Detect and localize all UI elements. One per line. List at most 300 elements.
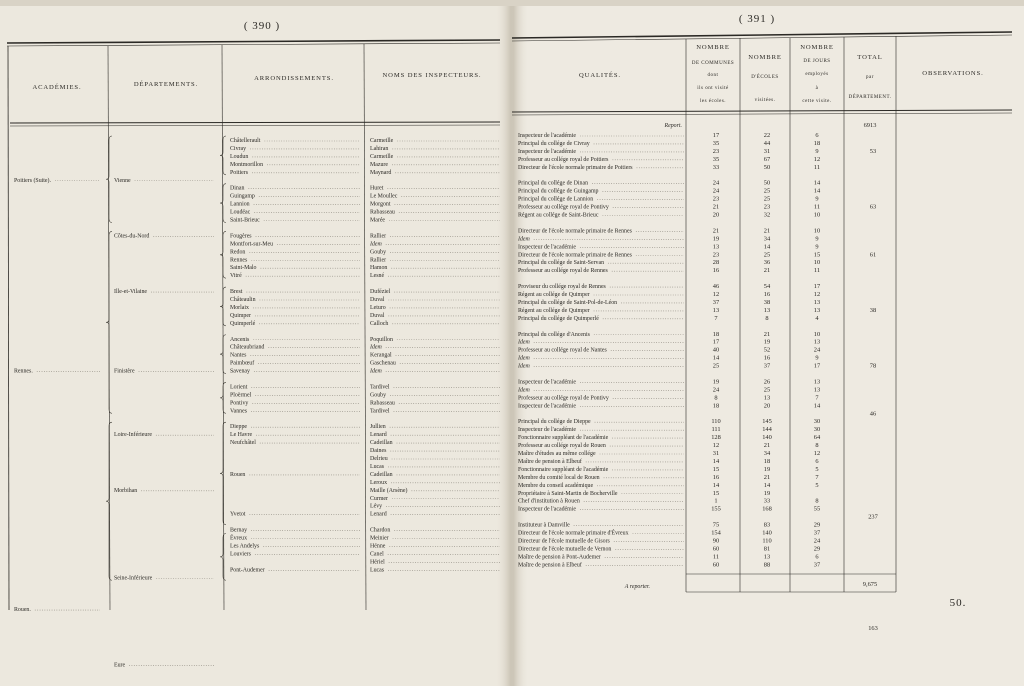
communes-header-line: ils ont visité bbox=[697, 86, 729, 91]
communes-value: 11 bbox=[712, 553, 720, 561]
inspecteur-cell: Poquillon bbox=[370, 336, 393, 343]
signature-mark: 50. bbox=[949, 597, 967, 609]
jours-value: 10 bbox=[813, 330, 821, 338]
academie-cell: Poitiers (Suite). bbox=[14, 177, 51, 184]
arrondissement-cell: Redon bbox=[230, 249, 246, 256]
departement-cell: Vienne bbox=[114, 177, 131, 184]
ecoles-value: 44 bbox=[763, 139, 771, 147]
inspecteur-cell: Rabasseau bbox=[370, 400, 395, 407]
ecoles-value: 21 bbox=[763, 473, 771, 481]
communes-value: 23 bbox=[712, 147, 720, 155]
jours-header-line: DE JOURS bbox=[803, 59, 831, 64]
jours-value: 6 bbox=[815, 457, 819, 465]
total-header-line: DÉPARTEMENT. bbox=[848, 95, 892, 100]
arrondissement-cell: Loudéac bbox=[230, 209, 251, 216]
arrondissement-cell: Savenay bbox=[230, 368, 250, 375]
departement-cell: Ille-et-Vilaine bbox=[114, 289, 148, 296]
inspecteur-cell: Rallier bbox=[370, 233, 387, 240]
jours-value: 13 bbox=[813, 386, 821, 394]
arrondissement-cell: Morlaix bbox=[230, 304, 249, 311]
inspecteur-cell: Lucas bbox=[370, 567, 385, 574]
qualite-cell: Maître de pension à Elbeuf bbox=[518, 562, 582, 569]
ecoles-value: 21 bbox=[763, 442, 771, 450]
qualite-cell: Principal du collége de Guingamp bbox=[518, 188, 599, 195]
arrondissement-cell: Châteaulin bbox=[230, 297, 256, 303]
communes-value: 21 bbox=[712, 227, 720, 235]
jours-value: 14 bbox=[813, 187, 821, 195]
jours-header-line: employés bbox=[805, 72, 829, 77]
ecoles-header-line: D'ÉCOLES bbox=[751, 75, 779, 80]
arrondissement-cell: Châteaubriand bbox=[230, 344, 265, 351]
inspecteur-cell: Canel bbox=[370, 551, 384, 558]
communes-value: 14 bbox=[712, 354, 720, 362]
ecoles-value: 20 bbox=[763, 402, 771, 410]
inspecteur-cell: Chardon bbox=[370, 527, 391, 534]
qualite-cell: Professeur au collége royal de Rouen bbox=[518, 443, 606, 450]
qualite-cell: Idem bbox=[518, 236, 530, 243]
arrondissement-cell: Ploërmel bbox=[230, 392, 252, 399]
departement-total: 61 bbox=[869, 251, 877, 259]
inspecteur-cell: Cadeillan bbox=[370, 471, 393, 478]
jours-value: 11 bbox=[813, 203, 821, 211]
report-label: Report. bbox=[664, 123, 682, 129]
inspecteur-cell: Tardivel bbox=[370, 384, 390, 391]
jours-value: 6 bbox=[815, 553, 819, 561]
communes-value: 35 bbox=[712, 139, 720, 147]
inspecteur-cell: Gaschenau bbox=[370, 360, 396, 367]
communes-value: 60 bbox=[712, 545, 720, 553]
ecoles-value: 34 bbox=[763, 450, 771, 457]
inspecteur-cell: Tardivel bbox=[370, 408, 390, 415]
inspecteur-cell: Duval bbox=[370, 312, 385, 319]
qualite-cell: Inspecteur de l'académie bbox=[518, 148, 576, 155]
arrondissement-cell: Bernay bbox=[230, 527, 248, 534]
inspecteur-cell: Gouby bbox=[370, 392, 387, 399]
departement-cell: Côtes-du-Nord bbox=[114, 233, 150, 240]
jours-value: 17 bbox=[813, 283, 821, 291]
qualite-cell: Régent au collége de Quimper bbox=[518, 307, 590, 314]
ecoles-value: 21 bbox=[763, 330, 771, 338]
communes-value: 15 bbox=[712, 465, 720, 473]
inspecteur-cell: Leturo bbox=[370, 304, 386, 311]
jours-value: 37 bbox=[813, 529, 821, 537]
ecoles-value: 25 bbox=[763, 187, 771, 195]
inspecteur-cell: Maynard bbox=[370, 169, 392, 176]
ecoles-header-line: NOMBRE bbox=[748, 54, 782, 61]
observations-header: OBSERVATIONS. bbox=[922, 70, 984, 77]
qualite-cell: Idem bbox=[518, 363, 530, 370]
communes-value: 24 bbox=[712, 187, 720, 195]
qualite-cell: Maître d'études au même collége bbox=[518, 451, 596, 457]
communes-value: 90 bbox=[712, 537, 720, 545]
ecoles-value: 50 bbox=[763, 179, 771, 187]
arrondissement-cell: Dieppe bbox=[230, 424, 248, 431]
arrondissements-header: ARRONDISSEMENTS. bbox=[254, 75, 334, 82]
inspecteur-cell: Idem bbox=[370, 368, 382, 375]
inspecteur-cell: Calloch bbox=[370, 320, 389, 327]
qualite-cell: Principal du collége de Quimperlé bbox=[518, 315, 599, 322]
qualites-header: QUALITÉS. bbox=[579, 72, 621, 79]
ecoles-value: 140 bbox=[762, 529, 772, 537]
communes-value: 23 bbox=[712, 251, 720, 259]
communes-value: 75 bbox=[712, 521, 720, 529]
communes-value: 28 bbox=[712, 259, 720, 267]
ecoles-value: 168 bbox=[762, 505, 772, 513]
ecoles-value: 34 bbox=[763, 235, 771, 243]
jours-value: 5 bbox=[815, 465, 819, 473]
jours-value: 30 bbox=[813, 426, 821, 434]
jours-value: 13 bbox=[813, 306, 821, 314]
right-page-number: ( 391 ) bbox=[738, 13, 776, 25]
inspecteur-cell: Idem bbox=[370, 241, 382, 248]
ecoles-value: 33 bbox=[763, 497, 771, 505]
inspecteur-cell: Lahiran bbox=[370, 145, 389, 152]
ecoles-value: 14 bbox=[763, 243, 771, 251]
communes-value: 1 bbox=[714, 497, 718, 505]
ecoles-value: 19 bbox=[763, 489, 771, 497]
qualite-cell: Directeur de l'école normale primaire de Rennes bbox=[518, 228, 632, 235]
arrondissement-cell: Châtellerault bbox=[230, 138, 261, 144]
inspecteur-cell: Carmeille bbox=[370, 138, 394, 144]
arrondissement-cell: Brest bbox=[230, 289, 243, 296]
qualite-cell: Propriétaire à Saint-Martin de Bocherville bbox=[518, 490, 618, 497]
ecoles-value: 50 bbox=[763, 163, 771, 171]
qualite-cell: Professeur au collége royal de Pontivy bbox=[518, 204, 609, 211]
communes-value: 17 bbox=[712, 338, 720, 346]
arrondissement-cell: Rouen bbox=[230, 471, 246, 478]
qualite-cell: Directeur de l'école normale primaire de Poitiers bbox=[518, 164, 633, 171]
inspecteur-cell: Hamon bbox=[370, 265, 388, 272]
ecoles-value: 88 bbox=[763, 561, 771, 569]
arrondissement-cell: Quimper bbox=[230, 312, 251, 319]
departement-total: 46 bbox=[869, 410, 877, 418]
jours-value: 24 bbox=[813, 346, 821, 354]
ecoles-value: 25 bbox=[763, 386, 771, 394]
ecoles-value: 14 bbox=[763, 481, 771, 489]
jours-value: 7 bbox=[815, 473, 819, 481]
communes-value: 7 bbox=[714, 314, 718, 322]
inspecteur-cell: Morgont bbox=[370, 201, 391, 208]
jours-value: 55 bbox=[813, 505, 821, 513]
inspecteur-cell: Rallier bbox=[370, 257, 387, 264]
departement-cell: Seine-Inférieure bbox=[114, 575, 153, 582]
inspecteurs-header: NOMS DES INSPECTEURS. bbox=[382, 72, 482, 79]
arrondissement-cell: Vitré bbox=[230, 273, 242, 280]
qualite-cell: Membre du conseil académique bbox=[518, 482, 594, 489]
qualite-cell: Idem bbox=[518, 355, 530, 362]
inspecteur-cell: Duféziel bbox=[370, 289, 391, 296]
ecoles-value: 21 bbox=[763, 267, 771, 275]
communes-value: 33 bbox=[712, 163, 720, 171]
communes-value: 111 bbox=[711, 426, 721, 434]
qualite-cell: Maître de pension à Elbeuf bbox=[518, 458, 582, 465]
inspecteur-cell: Rabasseau bbox=[370, 209, 395, 216]
arrondissement-cell: Louviers bbox=[230, 551, 251, 558]
qualite-cell: Maître de pension à Pont-Audemer bbox=[518, 554, 601, 561]
qualite-cell: Inspecteur de l'académie bbox=[518, 133, 576, 139]
arrondissement-cell: Fougères bbox=[230, 233, 252, 240]
departement-cell: Eure bbox=[114, 662, 126, 669]
departement-total: 237 bbox=[868, 513, 878, 521]
communes-value: 40 bbox=[712, 346, 720, 354]
communes-value: 18 bbox=[712, 402, 720, 410]
jours-value: 18 bbox=[813, 139, 821, 147]
jours-value: 13 bbox=[813, 378, 821, 386]
jours-value: 12 bbox=[813, 450, 821, 457]
jours-value: 37 bbox=[813, 561, 821, 569]
jours-value: 9 bbox=[815, 235, 819, 243]
qualite-cell: Directeur de l'école mutuelle de Vernon bbox=[518, 546, 612, 553]
communes-value: 19 bbox=[712, 235, 720, 243]
communes-value: 16 bbox=[712, 473, 720, 481]
ecoles-value: 67 bbox=[763, 155, 771, 163]
communes-value: 35 bbox=[712, 155, 720, 163]
qualite-cell: Professeur au collége royal de Rennes bbox=[518, 268, 608, 275]
ecoles-value: 23 bbox=[763, 203, 771, 211]
ecoles-value: 144 bbox=[762, 426, 772, 434]
qualite-cell: Professeur au collége royal de Poitiers bbox=[518, 156, 609, 163]
jours-value: 9 bbox=[815, 243, 819, 251]
ecoles-value: 37 bbox=[763, 362, 771, 370]
qualite-cell: Principal du collége de Lannion bbox=[518, 196, 594, 203]
communes-value: 13 bbox=[712, 243, 720, 251]
departement-total: 78 bbox=[869, 362, 877, 370]
inspecteur-cell: Maille (Arsène) bbox=[370, 487, 408, 494]
jours-value: 9 bbox=[815, 354, 819, 362]
total-header-line: par bbox=[866, 75, 874, 80]
arrondissement-cell: Rennes bbox=[230, 257, 248, 264]
jours-value: 9 bbox=[815, 147, 819, 155]
communes-header-line: DE COMMUNES bbox=[691, 61, 735, 66]
jours-header-line: NOMBRE bbox=[800, 44, 834, 51]
qualite-cell: Principal du collége d'Ancenis bbox=[518, 331, 590, 338]
qualite-cell: Proviseur du collége royal de Rennes bbox=[518, 284, 606, 291]
jours-value: 11 bbox=[813, 267, 821, 275]
inspecteur-cell: Lenard bbox=[370, 432, 387, 439]
jours-value: 6 bbox=[815, 132, 819, 139]
jours-value: 12 bbox=[813, 155, 821, 163]
ecoles-value: 13 bbox=[763, 553, 771, 561]
ecoles-value: 19 bbox=[763, 338, 771, 346]
qualite-cell: Régent au collége de Quimper bbox=[518, 292, 590, 298]
qualite-cell: Fonctionnaire suppléant de l'académie bbox=[518, 435, 609, 442]
total-header-line: TOTAL bbox=[857, 54, 883, 61]
communes-value: 15 bbox=[712, 489, 720, 497]
ecoles-value: 110 bbox=[762, 537, 772, 545]
departement-total: 63 bbox=[869, 203, 877, 211]
jours-value: 10 bbox=[813, 259, 821, 267]
arrondissement-cell: Montmorillon bbox=[230, 161, 264, 168]
arrondissement-cell: Ancenis bbox=[230, 336, 250, 343]
inspecteur-cell: Delrieu bbox=[370, 456, 388, 462]
communes-value: 19 bbox=[712, 378, 720, 386]
qualite-cell: Professeur au collége royal de Nantes bbox=[518, 347, 607, 354]
jours-value: 11 bbox=[813, 163, 821, 171]
arrondissement-cell: Paimbœuf bbox=[230, 360, 255, 367]
communes-value: 8 bbox=[714, 394, 718, 402]
arrondissement-cell: Montfort-sur-Meu bbox=[230, 241, 274, 248]
academies-header: ACADÉMIES. bbox=[32, 84, 82, 91]
jours-value: 10 bbox=[813, 211, 821, 219]
inspecteur-cell: Hériel bbox=[370, 559, 385, 566]
departement-cell: Morbihan bbox=[114, 487, 138, 494]
communes-value: 37 bbox=[712, 298, 720, 306]
inspecteur-cell: Lenard bbox=[370, 511, 387, 518]
communes-value: 23 bbox=[712, 195, 720, 203]
communes-value: 25 bbox=[712, 362, 720, 370]
ecoles-value: 25 bbox=[763, 251, 771, 259]
arrondissement-cell: Lorient bbox=[230, 384, 248, 391]
arrondissement-cell: Yvetot bbox=[230, 511, 246, 518]
inspecteur-cell: Lucas bbox=[370, 463, 385, 470]
report-total: 6913 bbox=[863, 122, 877, 129]
top-edge bbox=[0, 0, 1024, 6]
communes-value: 14 bbox=[712, 481, 720, 489]
ecoles-value: 13 bbox=[763, 306, 771, 314]
communes-header-line: les écoles. bbox=[699, 99, 727, 104]
jours-value: 9 bbox=[815, 195, 819, 203]
jours-value: 8 bbox=[815, 442, 819, 450]
arrondissement-cell: Civray bbox=[230, 145, 247, 152]
communes-value: 12 bbox=[712, 442, 720, 450]
inspecteur-cell: Curmer bbox=[370, 495, 388, 502]
communes-value: 128 bbox=[711, 434, 721, 442]
ecoles-value: 22 bbox=[763, 132, 771, 139]
ecoles-value: 19 bbox=[763, 465, 771, 473]
inspecteur-cell: Mazure bbox=[370, 161, 388, 168]
qualite-cell: Instituteur à Damville bbox=[518, 522, 570, 529]
ecoles-value: 145 bbox=[762, 418, 772, 426]
communes-header-line: dont bbox=[707, 73, 719, 78]
qualite-cell: Principal du collége de Dinan bbox=[518, 180, 589, 187]
ecoles-value: 8 bbox=[765, 314, 769, 322]
ecoles-value: 18 bbox=[763, 457, 771, 465]
qualite-cell: Régent au collége de Saint-Brieuc bbox=[518, 212, 599, 219]
ecoles-value: 25 bbox=[763, 195, 771, 203]
jours-header-line: à bbox=[815, 86, 819, 91]
qualite-cell: Chef d'institution à Rouen bbox=[518, 498, 580, 505]
ecoles-value: 16 bbox=[763, 354, 771, 362]
jours-header-line: cette visite. bbox=[802, 99, 832, 104]
qualite-cell: Fonctionnaire suppléant de l'académie bbox=[518, 466, 609, 473]
ecoles-value: 32 bbox=[763, 211, 771, 219]
communes-value: 21 bbox=[712, 203, 720, 211]
inspecteur-cell: Lévy bbox=[370, 503, 383, 510]
ecoles-value: 54 bbox=[763, 283, 771, 291]
qualite-cell: Principal du collége de Saint-Pol-de-Léon bbox=[518, 299, 618, 306]
inspecteur-cell: Carmeille bbox=[370, 153, 394, 160]
communes-value: 16 bbox=[712, 267, 720, 275]
communes-value: 31 bbox=[712, 450, 720, 457]
jours-value: 17 bbox=[813, 362, 821, 370]
qualite-cell: Inspecteur de l'académie bbox=[518, 427, 576, 434]
ecoles-value: 36 bbox=[763, 259, 771, 267]
departement-total: 53 bbox=[869, 147, 877, 155]
communes-value: 17 bbox=[712, 132, 720, 139]
jours-value: 15 bbox=[813, 251, 821, 259]
qualite-cell: Idem bbox=[518, 387, 530, 394]
academie-cell: Rouen. bbox=[14, 607, 31, 614]
arrondissement-cell: Saint-Malo bbox=[230, 265, 257, 272]
qualite-cell: Membre du comité local de Rouen bbox=[518, 474, 600, 481]
departement-cell: Loire-Inférieure bbox=[114, 432, 152, 439]
communes-value: 12 bbox=[712, 291, 720, 298]
qualite-cell: Idem bbox=[518, 339, 530, 346]
arrondissement-cell: Quimperlé bbox=[230, 320, 256, 327]
arrondissement-cell: Les Andelys bbox=[230, 543, 260, 550]
inspecteur-cell: Le Moullec bbox=[370, 193, 398, 200]
departements-header: DÉPARTEMENTS. bbox=[133, 81, 199, 88]
communes-value: 60 bbox=[712, 561, 720, 569]
arrondissement-cell: Dinan bbox=[230, 185, 245, 192]
left-page-number: ( 390 ) bbox=[243, 20, 281, 32]
communes-value: 46 bbox=[712, 283, 720, 291]
arrondissement-cell: Vannes bbox=[230, 408, 248, 415]
jours-value: 12 bbox=[813, 291, 821, 298]
qualite-cell: Inspecteur de l'académie bbox=[518, 506, 576, 513]
jours-value: 8 bbox=[815, 497, 819, 505]
inspecteur-cell: Gouby bbox=[370, 249, 387, 256]
arrondissement-cell: Le Havre bbox=[230, 432, 253, 439]
ecoles-value: 83 bbox=[763, 521, 771, 529]
inspecteur-cell: Jullien bbox=[370, 424, 386, 431]
jours-value: 24 bbox=[813, 537, 821, 545]
qualite-cell: Principal du collége de Dieppe bbox=[518, 419, 591, 426]
arrondissement-cell: Neufchâtel bbox=[230, 440, 256, 447]
areporter-label: A reporter. bbox=[624, 584, 650, 590]
inspecteur-cell: Marée bbox=[370, 217, 386, 224]
inspecteur-cell: Huret bbox=[370, 185, 384, 192]
ecoles-header-line: visitées. bbox=[754, 98, 776, 103]
communes-value: 110 bbox=[711, 418, 721, 426]
qualite-cell: Directeur de l'école normale primaire de Rennes bbox=[518, 252, 632, 259]
ecoles-value: 21 bbox=[763, 227, 771, 235]
ecoles-value: 81 bbox=[763, 545, 771, 553]
departement-cell: Finistère bbox=[114, 368, 135, 375]
ecoles-value: 26 bbox=[763, 378, 771, 386]
communes-value: 24 bbox=[712, 386, 720, 394]
arrondissement-cell: Saint-Brieuc bbox=[230, 217, 260, 224]
jours-value: 14 bbox=[813, 179, 821, 187]
inspecteur-cell: Hénne bbox=[370, 543, 386, 550]
jours-value: 10 bbox=[813, 227, 821, 235]
qualite-cell: Inspecteur de l'académie bbox=[518, 244, 576, 251]
qualite-cell: Principal du collége de Saint-Servan bbox=[518, 260, 605, 267]
jours-value: 30 bbox=[813, 418, 821, 426]
ecoles-value: 31 bbox=[763, 147, 771, 155]
arrondissement-cell: Poitiers bbox=[230, 169, 248, 176]
arrondissement-cell: Pont-Audemer bbox=[230, 567, 265, 574]
communes-value: 20 bbox=[712, 211, 720, 219]
inspecteur-cell: Cadeillan bbox=[370, 440, 393, 447]
ecoles-value: 52 bbox=[763, 346, 771, 354]
academie-cell: Rennes. bbox=[14, 368, 33, 375]
qualite-cell: Directeur de l'école mutuelle de Gisors bbox=[518, 538, 610, 545]
jours-value: 64 bbox=[813, 434, 821, 442]
jours-value: 5 bbox=[815, 481, 819, 489]
communes-value: 154 bbox=[711, 529, 721, 537]
communes-value: 155 bbox=[711, 505, 721, 513]
communes-value: 14 bbox=[712, 457, 720, 465]
inspecteur-cell: Duval bbox=[370, 297, 385, 303]
ecoles-value: 13 bbox=[763, 394, 771, 402]
inspecteur-cell: Meinier bbox=[370, 535, 389, 542]
qualite-cell: Principal du collége de Civray bbox=[518, 140, 590, 147]
arrondissement-cell: Nantes bbox=[230, 352, 247, 359]
arrondissement-cell: Évreux bbox=[230, 535, 248, 542]
inspecteur-cell: Kerangal bbox=[370, 352, 392, 359]
arrondissement-cell: Lannion bbox=[230, 201, 250, 208]
